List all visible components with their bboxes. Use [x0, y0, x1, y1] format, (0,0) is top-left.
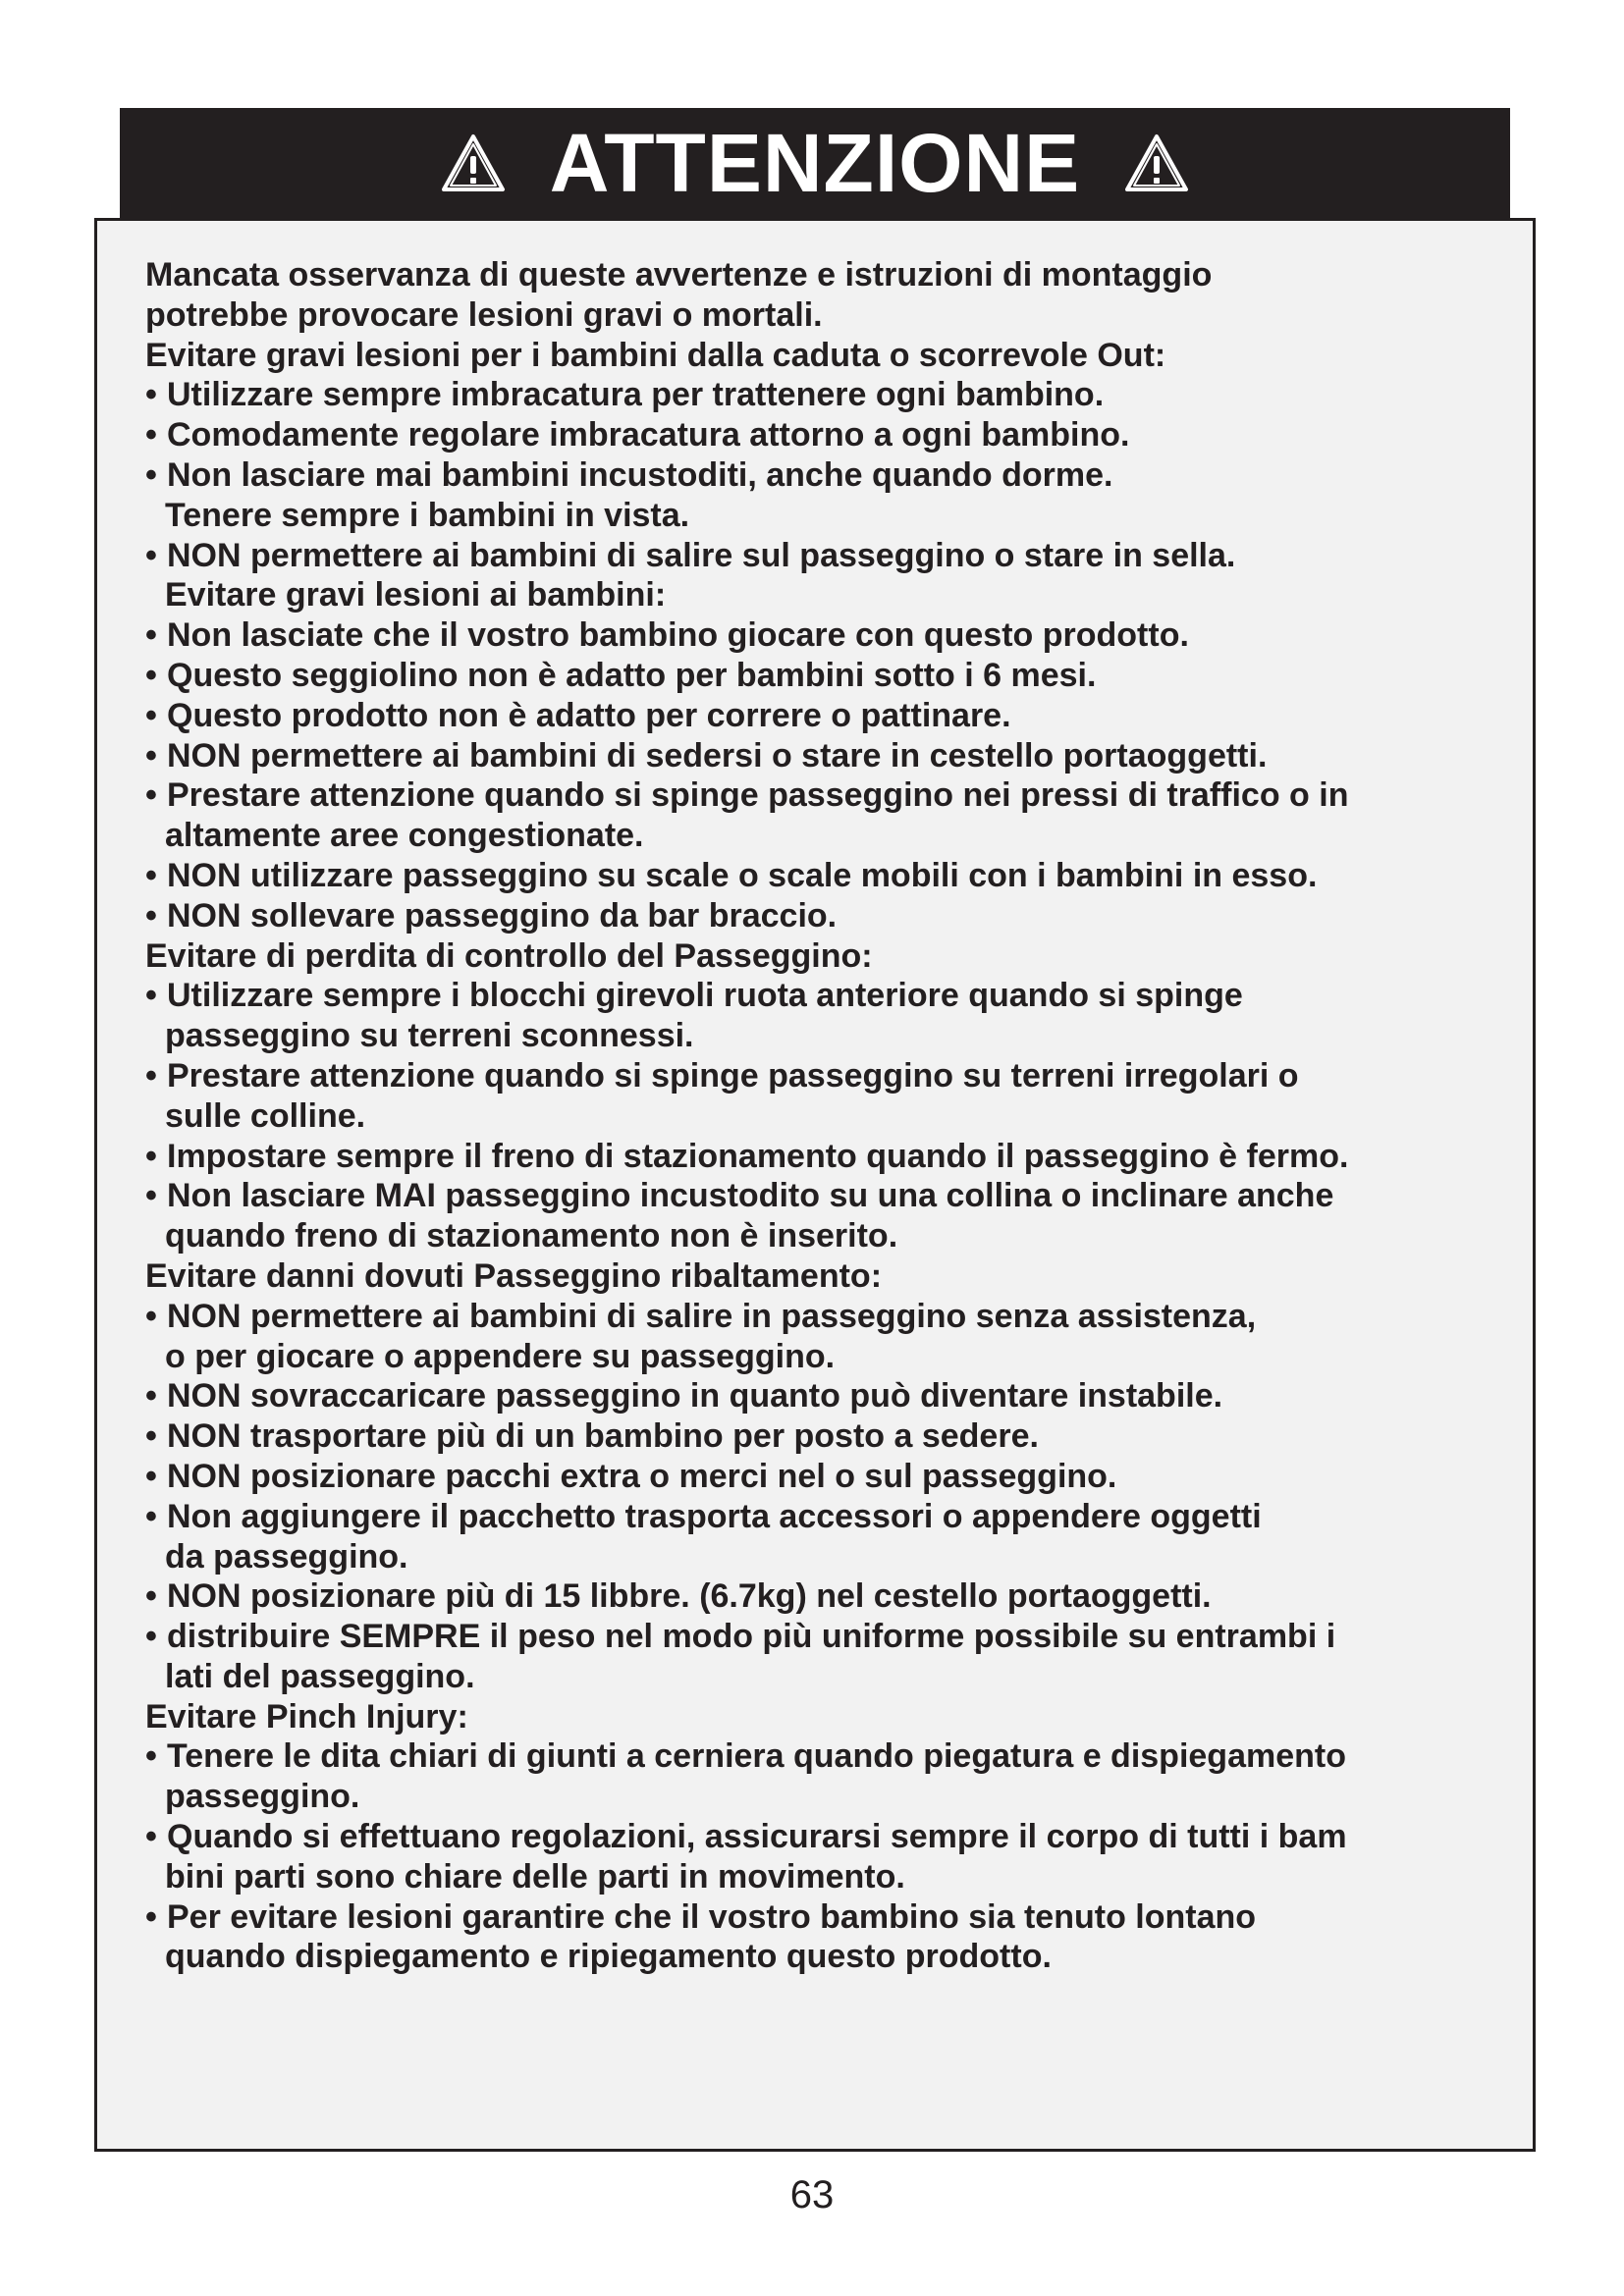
bullet-text: NON posizionare pacchi extra o merci nel o sul passeggino. [167, 1457, 1117, 1495]
bullet-text: Questo prodotto non è adatto per correre o pattinare. [167, 696, 1011, 734]
continuation-line: Evitare gravi lesioni ai bambini: [165, 576, 667, 614]
bullet-marker: • [145, 776, 157, 815]
bullet-item [145, 1576, 1500, 1617]
bullet-text: Prestare attenzione quando si spinge passeggino nei pressi di traffico o in [167, 776, 1349, 815]
bullet-item [145, 896, 1500, 936]
continuation-line: lati del passeggino. [165, 1657, 475, 1695]
bullet-item [145, 375, 1500, 415]
bullet-marker: • [145, 1377, 157, 1415]
bullet-item [145, 1297, 1500, 1337]
bullet-text: distribuire SEMPRE il peso nel modo più uniforme possibile su entrambi i [167, 1618, 1336, 1656]
bullet-item [145, 1497, 1500, 1537]
bullet-marker: • [145, 536, 157, 574]
bullet-marker: • [145, 696, 157, 734]
bullet-item [145, 696, 1500, 736]
bullet-marker: • [145, 736, 157, 774]
text-line: potrebbe provocare lesioni gravi o mortali. [145, 295, 823, 334]
bullet-item [145, 1897, 1500, 1938]
bullet-item [145, 1056, 1500, 1096]
text-line: Evitare di perdita di controllo del Passeggino: [145, 936, 873, 975]
bullet-marker: • [145, 856, 157, 894]
bullet-item [145, 1457, 1500, 1497]
bullet-item [145, 536, 1500, 576]
page-title: ATTENZIONE [549, 117, 1081, 209]
bullet-text: NON utilizzare passeggino su scale o scale mobili con i bambini in esso. [167, 856, 1318, 894]
bullet-text: Non lasciate che il vostro bambino giocare con questo prodotto. [167, 616, 1189, 655]
bullet-marker: • [145, 896, 157, 934]
bullet-marker: • [145, 376, 157, 414]
bullet-item [145, 1376, 1500, 1416]
bullet-text: Tenere le dita chiari di giunti a cerniera quando piegatura e dispiegamento [167, 1737, 1346, 1776]
bullet-item [145, 976, 1500, 1016]
warning-triangle-icon [1123, 133, 1190, 193]
bullet-text: NON sovraccaricare passeggino in quanto può diventare instabile. [167, 1377, 1223, 1415]
continuation-line: sulle colline. [165, 1096, 366, 1135]
bullet-item [145, 856, 1500, 896]
bullet-text: Impostare sempre il freno di stazionamento quando il passeggino è fermo. [167, 1137, 1349, 1175]
bullet-marker: • [145, 977, 157, 1015]
warning-text-body [145, 255, 1500, 1977]
text-line: Mancata osservanza di queste avvertenze e istruzioni di montaggio [145, 256, 1213, 294]
bullet-item [145, 736, 1500, 776]
bullet-item [145, 1736, 1500, 1777]
bullet-marker: • [145, 1177, 157, 1215]
continuation-line: o per giocare o appendere su passeggino. [165, 1337, 836, 1375]
continuation-line: passeggino. [165, 1778, 360, 1816]
bullet-item [145, 1176, 1500, 1216]
bullet-marker: • [145, 1137, 157, 1175]
bullet-item [145, 455, 1500, 496]
bullet-text: Questo seggiolino non è adatto per bambini sotto i 6 mesi. [167, 656, 1097, 694]
bullet-text: Non lasciare mai bambini incustoditi, anche quando dorme. [167, 455, 1113, 494]
bullet-marker: • [145, 1577, 157, 1616]
bullet-text: Per evitare lesioni garantire che il vostro bambino sia tenuto lontano [167, 1897, 1257, 1936]
bullet-marker: • [145, 1897, 157, 1936]
bullet-text: Quando si effettuano regolazioni, assicurarsi sempre il corpo di tutti i bam [167, 1818, 1347, 1856]
bullet-marker: • [145, 1737, 157, 1776]
bullet-item [145, 1416, 1500, 1457]
bullet-marker: • [145, 656, 157, 694]
continuation-line: bini parti sono chiare delle parti in movimento. [165, 1857, 905, 1896]
bullet-text: Non aggiungere il pacchetto trasporta accessori o appendere oggetti [167, 1497, 1262, 1535]
page-number: 63 [789, 2173, 835, 2216]
bullet-marker: • [145, 616, 157, 655]
bullet-marker: • [145, 1618, 157, 1656]
bullet-marker: • [145, 1297, 157, 1335]
bullet-item [145, 1617, 1500, 1657]
bullet-text: Utilizzare sempre imbracatura per trattenere ogni bambino. [167, 376, 1105, 414]
bullet-marker: • [145, 1497, 157, 1535]
continuation-line: Tenere sempre i bambini in vista. [165, 496, 690, 534]
bullet-marker: • [145, 1056, 157, 1095]
bullet-text: NON posizionare più di 15 libbre. (6.7kg) nel cestello portaoggetti. [167, 1577, 1212, 1616]
continuation-line: quando freno di stazionamento non è inserito. [165, 1217, 898, 1255]
bullet-text: Non lasciare MAI passeggino incustodito su una collina o inclinare anche [167, 1177, 1334, 1215]
bullet-marker: • [145, 416, 157, 454]
bullet-text: NON permettere ai bambini di salire in passeggino senza assistenza, [167, 1297, 1257, 1335]
continuation-line: quando dispiegamento e ripiegamento questo prodotto. [165, 1938, 1052, 1976]
bullet-text: NON permettere ai bambini di salire sul passeggino o stare in sella. [167, 536, 1236, 574]
bullet-item [145, 415, 1500, 455]
bullet-text: Utilizzare sempre i blocchi girevoli ruota anteriore quando si spinge [167, 977, 1243, 1015]
bullet-text: NON sollevare passeggino da bar braccio. [167, 896, 838, 934]
continuation-line: altamente aree congestionate. [165, 817, 644, 855]
bullet-text: Comodamente regolare imbracatura attorno a ogni bambino. [167, 416, 1130, 454]
bullet-item [145, 615, 1500, 656]
bullet-marker: • [145, 1417, 157, 1456]
bullet-text: Prestare attenzione quando si spinge passeggino su terreni irregolari o [167, 1056, 1299, 1095]
bullet-marker: • [145, 455, 157, 494]
continuation-line: passeggino su terreni sconnessi. [165, 1017, 694, 1055]
continuation-line: da passeggino. [165, 1537, 408, 1575]
bullet-item [145, 1137, 1500, 1177]
bullet-item [145, 775, 1500, 816]
text-line: Evitare danni dovuti Passeggino ribaltamento: [145, 1256, 883, 1295]
bullet-text: NON permettere ai bambini di sedersi o stare in cestello portaoggetti. [167, 736, 1268, 774]
bullet-item [145, 656, 1500, 696]
bullet-text: NON trasportare più di un bambino per posto a sedere. [167, 1417, 1039, 1456]
warning-triangle-icon [440, 133, 507, 193]
warning-header [120, 108, 1510, 218]
bullet-marker: • [145, 1457, 157, 1495]
bullet-item [145, 1817, 1500, 1857]
text-line: Evitare Pinch Injury: [145, 1697, 468, 1735]
bullet-marker: • [145, 1818, 157, 1856]
text-line: Evitare gravi lesioni per i bambini dalla caduta o scorrevole Out: [145, 336, 1166, 374]
